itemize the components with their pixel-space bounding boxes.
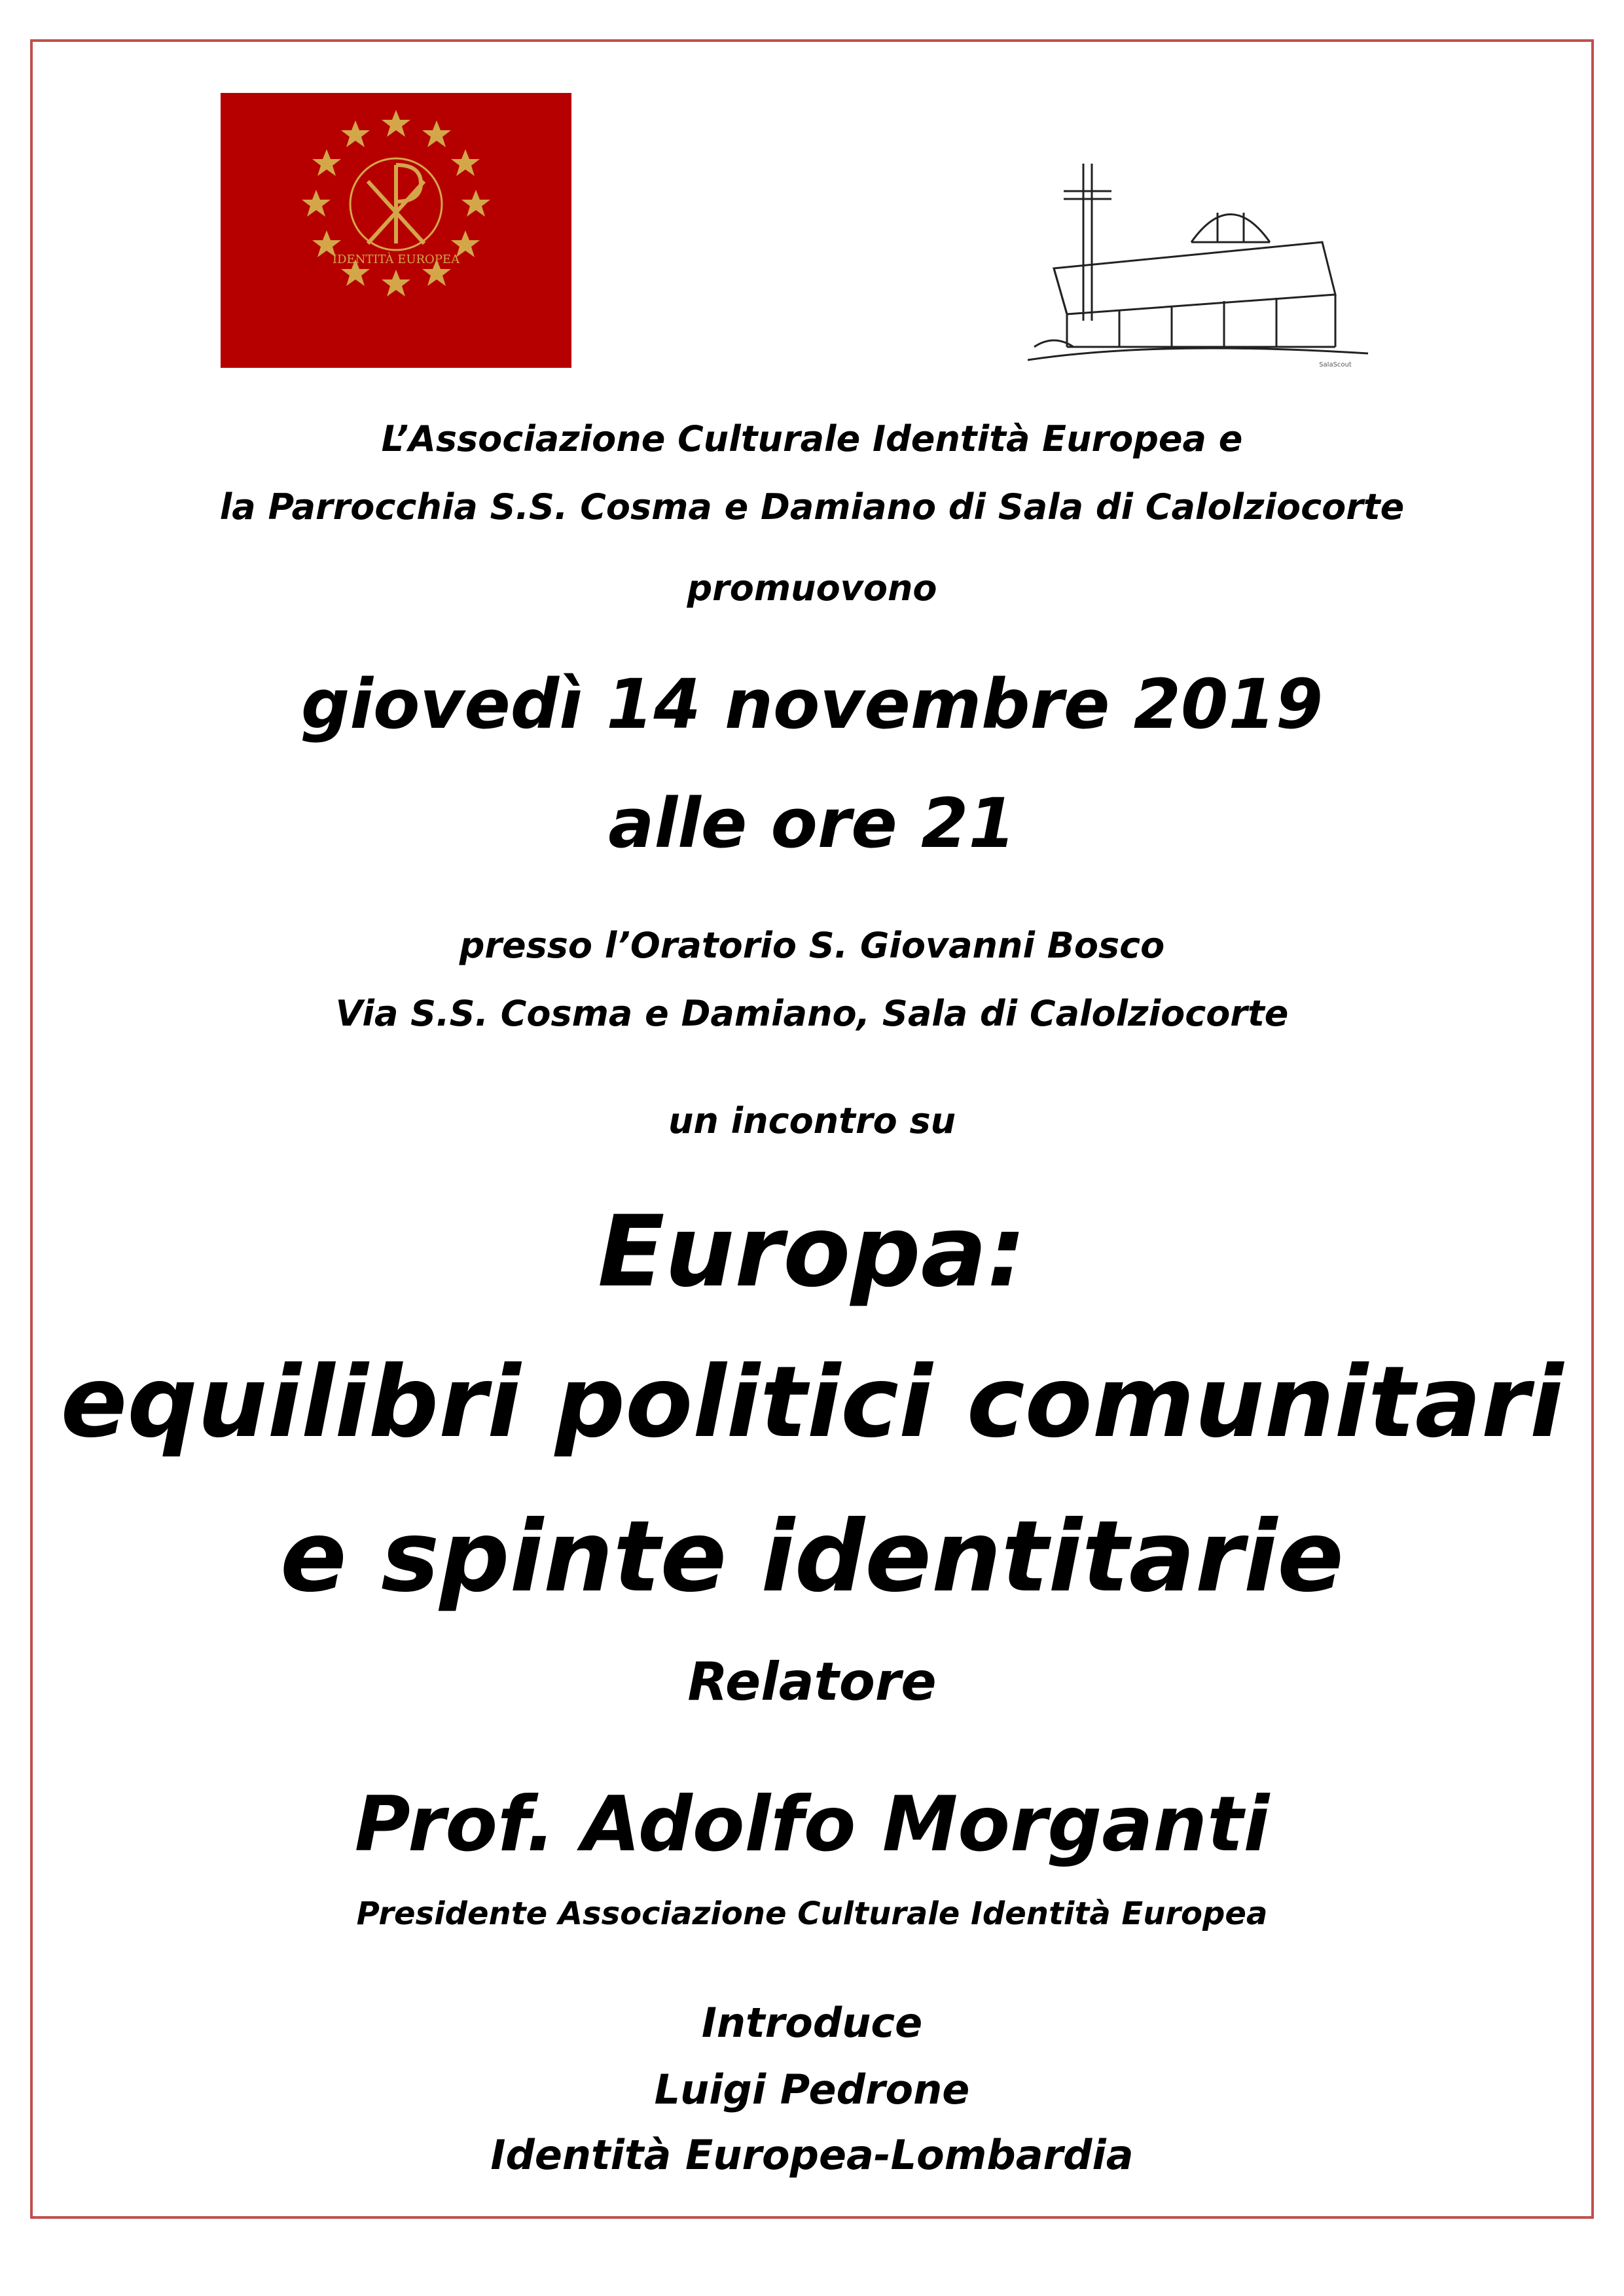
title-line-2: equilibri politici comunitari bbox=[60, 1346, 1564, 1460]
title-line-3: e spinte identitarie bbox=[280, 1500, 1344, 1614]
logo-caption: IDENTITÀ EUROPEA bbox=[332, 253, 460, 266]
venue-line-1: presso l’Oratorio S. Giovanni Bosco bbox=[459, 925, 1165, 966]
logo-caption-small: SalaScout bbox=[1319, 361, 1352, 368]
speaker-label: Relatore bbox=[687, 1651, 937, 1712]
speaker-role: Presidente Associazione Culturale Identità Europea bbox=[356, 1895, 1268, 1932]
introducer-name: Luigi Pedrone bbox=[654, 2066, 970, 2113]
event-time: alle ore 21 bbox=[608, 783, 1016, 863]
organizers-line-1: L’Associazione Culturale Identità Europea e bbox=[381, 418, 1243, 459]
intro-label: un incontro su bbox=[668, 1100, 956, 1141]
chi-rho-stars-emblem-icon bbox=[221, 93, 571, 368]
title-line-1: Europa: bbox=[598, 1195, 1026, 1309]
introducer-label: Introduce bbox=[701, 1999, 923, 2047]
venue-line-2: Via S.S. Cosma e Damiano, Sala di Calolziocorte bbox=[335, 993, 1289, 1034]
church-building-sketch-icon bbox=[1028, 151, 1375, 373]
identita-europea-logo bbox=[221, 93, 571, 368]
speaker-name: Prof. Adolfo Morganti bbox=[354, 1780, 1270, 1869]
organizers-line-2: la Parrocchia S.S. Cosma e Damiano di Sala di Calolziocorte bbox=[219, 486, 1405, 528]
event-date: giovedì 14 novembre 2019 bbox=[300, 664, 1324, 744]
introducer-org: Identità Europea-Lombardia bbox=[490, 2131, 1134, 2179]
parish-church-logo bbox=[1028, 151, 1375, 373]
promote-label: promuovono bbox=[687, 567, 937, 609]
